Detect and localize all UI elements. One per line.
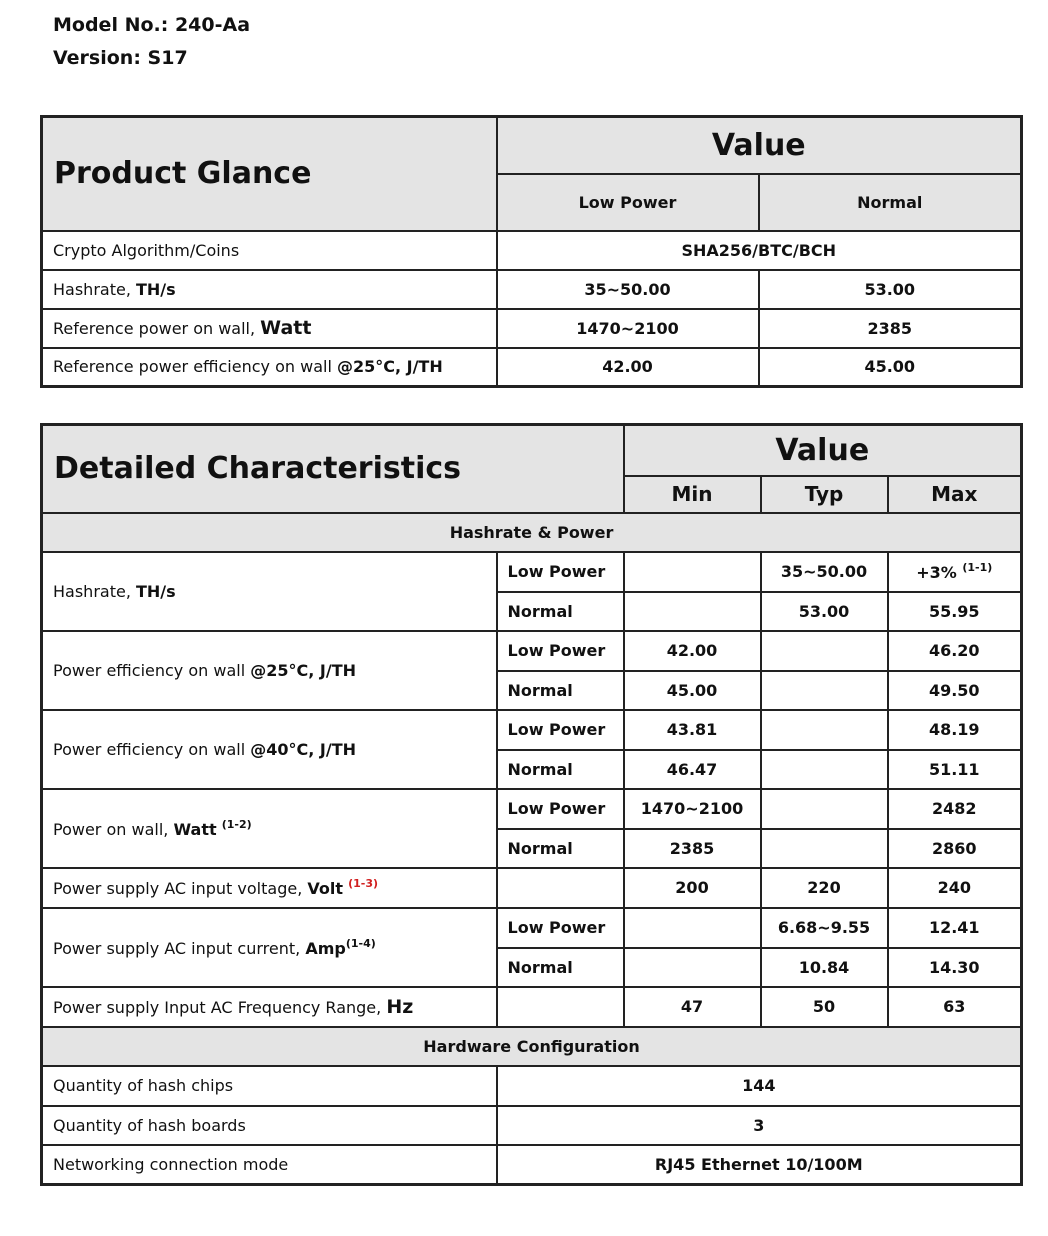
mode-label: Normal bbox=[497, 948, 624, 987]
mode-label: Low Power bbox=[497, 552, 624, 592]
product-glance-title: Product Glance bbox=[42, 117, 497, 231]
section-hardware: Hardware Configuration bbox=[42, 1027, 1022, 1066]
table-row bbox=[42, 231, 1022, 270]
row-label: Quantity of hash chips bbox=[42, 1066, 497, 1106]
table-row bbox=[42, 868, 1022, 908]
cell-min: 42.00 bbox=[624, 631, 761, 671]
cell-normal: 45.00 bbox=[759, 348, 1022, 387]
cell-value: SHA256/BTC/BCH bbox=[497, 231, 1022, 270]
row-label: Reference power efficiency on wall @25°C, J/TH bbox=[42, 348, 497, 387]
mode-label: Low Power bbox=[497, 710, 624, 750]
table-row bbox=[42, 552, 1022, 592]
row-label: Power supply Input AC Frequency Range, Hz bbox=[42, 987, 497, 1027]
table-row bbox=[42, 309, 1022, 348]
col-max: Max bbox=[888, 476, 1022, 513]
mode-label: Normal bbox=[497, 829, 624, 868]
mode-empty bbox=[497, 987, 624, 1027]
table-row bbox=[42, 789, 1022, 829]
col-min: Min bbox=[624, 476, 761, 513]
cell-max: 2860 bbox=[888, 829, 1022, 868]
cell-normal: 53.00 bbox=[759, 270, 1022, 309]
table-row bbox=[42, 270, 1022, 309]
cell-low: 42.00 bbox=[497, 348, 759, 387]
cell-min: 200 bbox=[624, 868, 761, 908]
table-row bbox=[42, 710, 1022, 750]
cell-normal: 2385 bbox=[759, 309, 1022, 348]
model-number: Model No.: 240-Aa bbox=[53, 14, 251, 36]
cell-max: 46.20 bbox=[888, 631, 1022, 671]
row-label: Power on wall, Watt $^{(1-2)}$ bbox=[42, 789, 497, 868]
mode-label: Low Power bbox=[497, 908, 624, 948]
cell-typ: 10.84 bbox=[761, 948, 888, 987]
version: Version: S17 bbox=[53, 47, 188, 69]
table-row bbox=[42, 1106, 1022, 1145]
detailed-characteristics-table bbox=[40, 423, 1023, 1186]
cell-typ bbox=[761, 829, 888, 868]
mode-label: Normal bbox=[497, 671, 624, 710]
cell-max: 12.41 bbox=[888, 908, 1022, 948]
cell-max: 51.11 bbox=[888, 750, 1022, 789]
row-label: Power efficiency on wall @40°C, J/TH bbox=[42, 710, 497, 789]
row-label: Quantity of hash boards bbox=[42, 1106, 497, 1145]
cell-max: 63 bbox=[888, 987, 1022, 1027]
cell-typ bbox=[761, 750, 888, 789]
row-label: Power supply AC input voltage, Volt $^{(1-3)}$ bbox=[42, 868, 497, 908]
row-label: Reference power on wall, Watt bbox=[42, 309, 497, 348]
cell-typ bbox=[761, 671, 888, 710]
cell-min: 2385 bbox=[624, 829, 761, 868]
table-row bbox=[42, 348, 1022, 387]
section-hash-power: Hashrate & Power bbox=[42, 513, 1022, 552]
table-row bbox=[42, 631, 1022, 671]
cell-value: RJ45 Ethernet 10/100M bbox=[497, 1145, 1022, 1185]
mode-empty bbox=[497, 868, 624, 908]
cell-min: 43.81 bbox=[624, 710, 761, 750]
row-label: Crypto Algorithm/Coins bbox=[42, 231, 497, 270]
cell-max: 2482 bbox=[888, 789, 1022, 829]
col-normal: Normal bbox=[759, 174, 1022, 231]
cell-min bbox=[624, 908, 761, 948]
cell-min bbox=[624, 948, 761, 987]
table-row bbox=[42, 1066, 1022, 1106]
mode-label: Low Power bbox=[497, 631, 624, 671]
mode-label: Low Power bbox=[497, 789, 624, 829]
cell-typ bbox=[761, 631, 888, 671]
cell-min bbox=[624, 552, 761, 592]
detailed-title: Detailed Characteristics bbox=[42, 425, 624, 513]
cell-typ: 35~50.00 bbox=[761, 552, 888, 592]
cell-typ: 50 bbox=[761, 987, 888, 1027]
cell-max: 48.19 bbox=[888, 710, 1022, 750]
mode-label: Normal bbox=[497, 750, 624, 789]
col-low-power: Low Power bbox=[497, 174, 759, 231]
product-glance-table bbox=[40, 115, 1023, 388]
value-header: Value bbox=[497, 117, 1022, 174]
row-label: Networking connection mode bbox=[42, 1145, 497, 1185]
cell-typ bbox=[761, 710, 888, 750]
row-label: Power efficiency on wall @25°C, J/TH bbox=[42, 631, 497, 710]
cell-typ bbox=[761, 789, 888, 829]
cell-low: 1470~2100 bbox=[497, 309, 759, 348]
value-header: Value bbox=[624, 425, 1022, 476]
table-row bbox=[42, 987, 1022, 1027]
row-label: Hashrate, TH/s bbox=[42, 270, 497, 309]
cell-max: +3% $^{(1-1)}$ bbox=[888, 552, 1022, 592]
row-label: Power supply AC input current, Amp$^{(1-4)}$ bbox=[42, 908, 497, 987]
cell-max: 49.50 bbox=[888, 671, 1022, 710]
cell-typ: 220 bbox=[761, 868, 888, 908]
table-row bbox=[42, 1145, 1022, 1185]
mode-label: Normal bbox=[497, 592, 624, 631]
cell-low: 35~50.00 bbox=[497, 270, 759, 309]
cell-typ: 53.00 bbox=[761, 592, 888, 631]
cell-typ: 6.68~9.55 bbox=[761, 908, 888, 948]
cell-value: 144 bbox=[497, 1066, 1022, 1106]
table-row bbox=[42, 908, 1022, 948]
cell-min: 46.47 bbox=[624, 750, 761, 789]
cell-value: 3 bbox=[497, 1106, 1022, 1145]
cell-min: 45.00 bbox=[624, 671, 761, 710]
cell-max: 55.95 bbox=[888, 592, 1022, 631]
col-typ: Typ bbox=[761, 476, 888, 513]
row-label: Hashrate, TH/s bbox=[42, 552, 497, 631]
cell-min bbox=[624, 592, 761, 631]
cell-max: 14.30 bbox=[888, 948, 1022, 987]
cell-max: 240 bbox=[888, 868, 1022, 908]
cell-min: 1470~2100 bbox=[624, 789, 761, 829]
cell-min: 47 bbox=[624, 987, 761, 1027]
